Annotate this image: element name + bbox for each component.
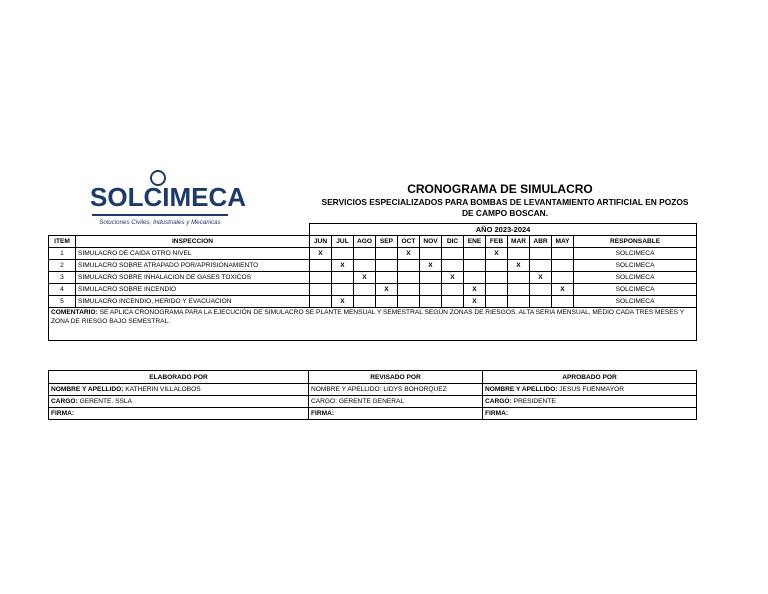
month-mark	[442, 248, 464, 260]
month-mark	[552, 296, 574, 308]
logo-tagline: Soluciones Civiles, Industriales y Mecanicas	[99, 219, 221, 226]
month-mark	[398, 272, 420, 284]
month-mark	[442, 260, 464, 272]
row-item: 3	[49, 272, 76, 284]
month-mark	[530, 284, 552, 296]
month-mark: X	[508, 260, 530, 272]
month-mark	[332, 248, 354, 260]
month-mark: X	[464, 284, 486, 296]
row-responsable: SOLCIMECA	[574, 272, 697, 284]
month-mark	[486, 296, 508, 308]
col-month: DIC	[442, 236, 464, 248]
signature-header-row	[49, 371, 697, 384]
row-responsable: SOLCIMECA	[574, 248, 697, 260]
month-mark	[530, 260, 552, 272]
month-mark	[354, 284, 376, 296]
signature-cargo-row	[49, 396, 697, 408]
col-month: AGO	[354, 236, 376, 248]
comment-row	[49, 308, 697, 341]
month-mark: X	[552, 284, 574, 296]
month-mark	[354, 248, 376, 260]
col-inspeccion: INSPECCION	[76, 236, 310, 248]
month-mark	[376, 248, 398, 260]
row-item: 2	[49, 260, 76, 272]
elaborado-firma: FIRMA:	[49, 408, 309, 420]
col-item: ITEM	[49, 236, 76, 248]
month-mark	[354, 296, 376, 308]
page-title: CRONOGRAMA DE SIMULACRO	[407, 182, 593, 196]
col-month: SEP	[376, 236, 398, 248]
elaborado-name: NOMBRE Y APELLIDO: KATHERIN VILLALOBOS	[49, 384, 309, 396]
row-item: 5	[49, 296, 76, 308]
month-mark	[354, 260, 376, 272]
month-mark	[464, 248, 486, 260]
table-row	[49, 296, 697, 308]
month-mark: X	[464, 296, 486, 308]
row-inspeccion: SIMULACRO SOBRE INHALACION DE GASES TOXICOS	[76, 272, 310, 284]
row-inspeccion: SIMULACRO DE CAIDA OTRO NIVEL	[76, 248, 310, 260]
month-mark	[508, 296, 530, 308]
row-item: 4	[49, 284, 76, 296]
month-mark	[310, 284, 332, 296]
col-month: NOV	[420, 236, 442, 248]
month-mark	[310, 296, 332, 308]
page-subtitle: SERVICIOS ESPECIALIZADOS PARA BOMBAS DE LEVANTAMIENTO ARTIFICIAL EN POZOS DE CAMPO BOSCAN.	[321, 197, 689, 218]
month-mark: X	[376, 284, 398, 296]
month-mark	[486, 284, 508, 296]
company-logo	[90, 170, 246, 228]
month-mark	[552, 272, 574, 284]
month-mark	[420, 296, 442, 308]
col-month: JUL	[332, 236, 354, 248]
month-mark	[310, 260, 332, 272]
schedule-table	[48, 223, 697, 341]
row-inspeccion: SIMULACRO SOBRE ATRAPADO POR/APRISIONAMIENTO	[76, 260, 310, 272]
aprobado-name: NOMBRE Y APELLIDO: JESUS FUENMAYOR	[483, 384, 697, 396]
aprobado-firma: FIRMA:	[483, 408, 697, 420]
month-mark	[398, 296, 420, 308]
row-inspeccion: SIMULACRO INCENDIO, HERIDO Y EVACUACION	[76, 296, 310, 308]
month-mark	[420, 284, 442, 296]
elaborado-header: ELABORADO POR	[49, 371, 309, 384]
month-mark: X	[332, 260, 354, 272]
schedule-rows	[49, 248, 697, 308]
month-mark: X	[354, 272, 376, 284]
col-month: MAR	[508, 236, 530, 248]
month-mark	[442, 284, 464, 296]
aprobado-cargo: CARGO: PRESIDENTE	[483, 396, 697, 408]
month-mark	[486, 272, 508, 284]
row-inspeccion: SIMULACRO SOBRE INCENDIO	[76, 284, 310, 296]
month-mark	[310, 272, 332, 284]
col-month: JUN	[310, 236, 332, 248]
year-label: AÑO 2023-2024	[310, 224, 697, 236]
month-mark: X	[310, 248, 332, 260]
month-mark: X	[420, 260, 442, 272]
month-mark	[376, 296, 398, 308]
month-mark	[332, 272, 354, 284]
month-mark	[508, 248, 530, 260]
month-mark	[398, 260, 420, 272]
col-month: ABR	[530, 236, 552, 248]
col-month: OCT	[398, 236, 420, 248]
comment-label: COMENTARIO:	[51, 309, 98, 316]
row-responsable: SOLCIMECA	[574, 284, 697, 296]
col-month: FEB	[486, 236, 508, 248]
header-row	[49, 236, 697, 248]
month-mark	[530, 296, 552, 308]
aprobado-header: APROBADO POR	[483, 371, 697, 384]
month-mark: X	[398, 248, 420, 260]
month-mark	[376, 260, 398, 272]
elaborado-cargo: CARGO: GERENTE. SSLA	[49, 396, 309, 408]
month-mark: X	[332, 296, 354, 308]
comment-cell	[49, 308, 697, 341]
month-mark	[376, 272, 398, 284]
col-month: MAY	[552, 236, 574, 248]
col-month: ENE	[464, 236, 486, 248]
month-mark	[442, 296, 464, 308]
signature-firma-row	[49, 408, 697, 420]
row-responsable: SOLCIMECA	[574, 260, 697, 272]
month-mark: X	[486, 248, 508, 260]
signature-table	[48, 370, 697, 420]
revisado-firma: FIRMA:	[309, 408, 483, 420]
month-mark	[530, 248, 552, 260]
row-item: 1	[49, 248, 76, 260]
col-responsable: RESPONSABLE	[574, 236, 697, 248]
table-row	[49, 260, 697, 272]
month-mark	[508, 284, 530, 296]
row-responsable: SOLCIMECA	[574, 296, 697, 308]
month-mark	[552, 260, 574, 272]
revisado-name: NOMBRE Y APELLIDO: LIDYS BOHORQUEZ	[309, 384, 483, 396]
month-mark	[464, 260, 486, 272]
logo-name: SOLCIMECA	[90, 182, 246, 212]
month-mark	[420, 272, 442, 284]
month-mark	[332, 284, 354, 296]
revisado-cargo: CARGO: GERENTE GENERAL	[309, 396, 483, 408]
signature-name-row	[49, 384, 697, 396]
year-row	[49, 224, 697, 236]
logo-underline	[92, 214, 228, 216]
table-row	[49, 284, 697, 296]
table-row	[49, 272, 697, 284]
month-mark	[398, 284, 420, 296]
month-mark	[464, 272, 486, 284]
month-mark	[508, 272, 530, 284]
month-mark	[420, 248, 442, 260]
month-mark	[486, 260, 508, 272]
revisado-header: REVISADO POR	[309, 371, 483, 384]
month-mark: X	[530, 272, 552, 284]
month-mark: X	[442, 272, 464, 284]
month-mark	[552, 248, 574, 260]
comment-text: SE APLICA CRONOGRAMA PARA LA EJECUCIÓN DE SIMULACRO SE PLANTE MENSUAL Y SEMESTRAL SEGÚN ZONAS DE RIESGOS. ALTA SERIA MENSUAL, MEDIO CADA TRES MESES Y ZONA DE RIESGO BAJO SEMESTRAL.	[51, 309, 685, 325]
table-row	[49, 248, 697, 260]
